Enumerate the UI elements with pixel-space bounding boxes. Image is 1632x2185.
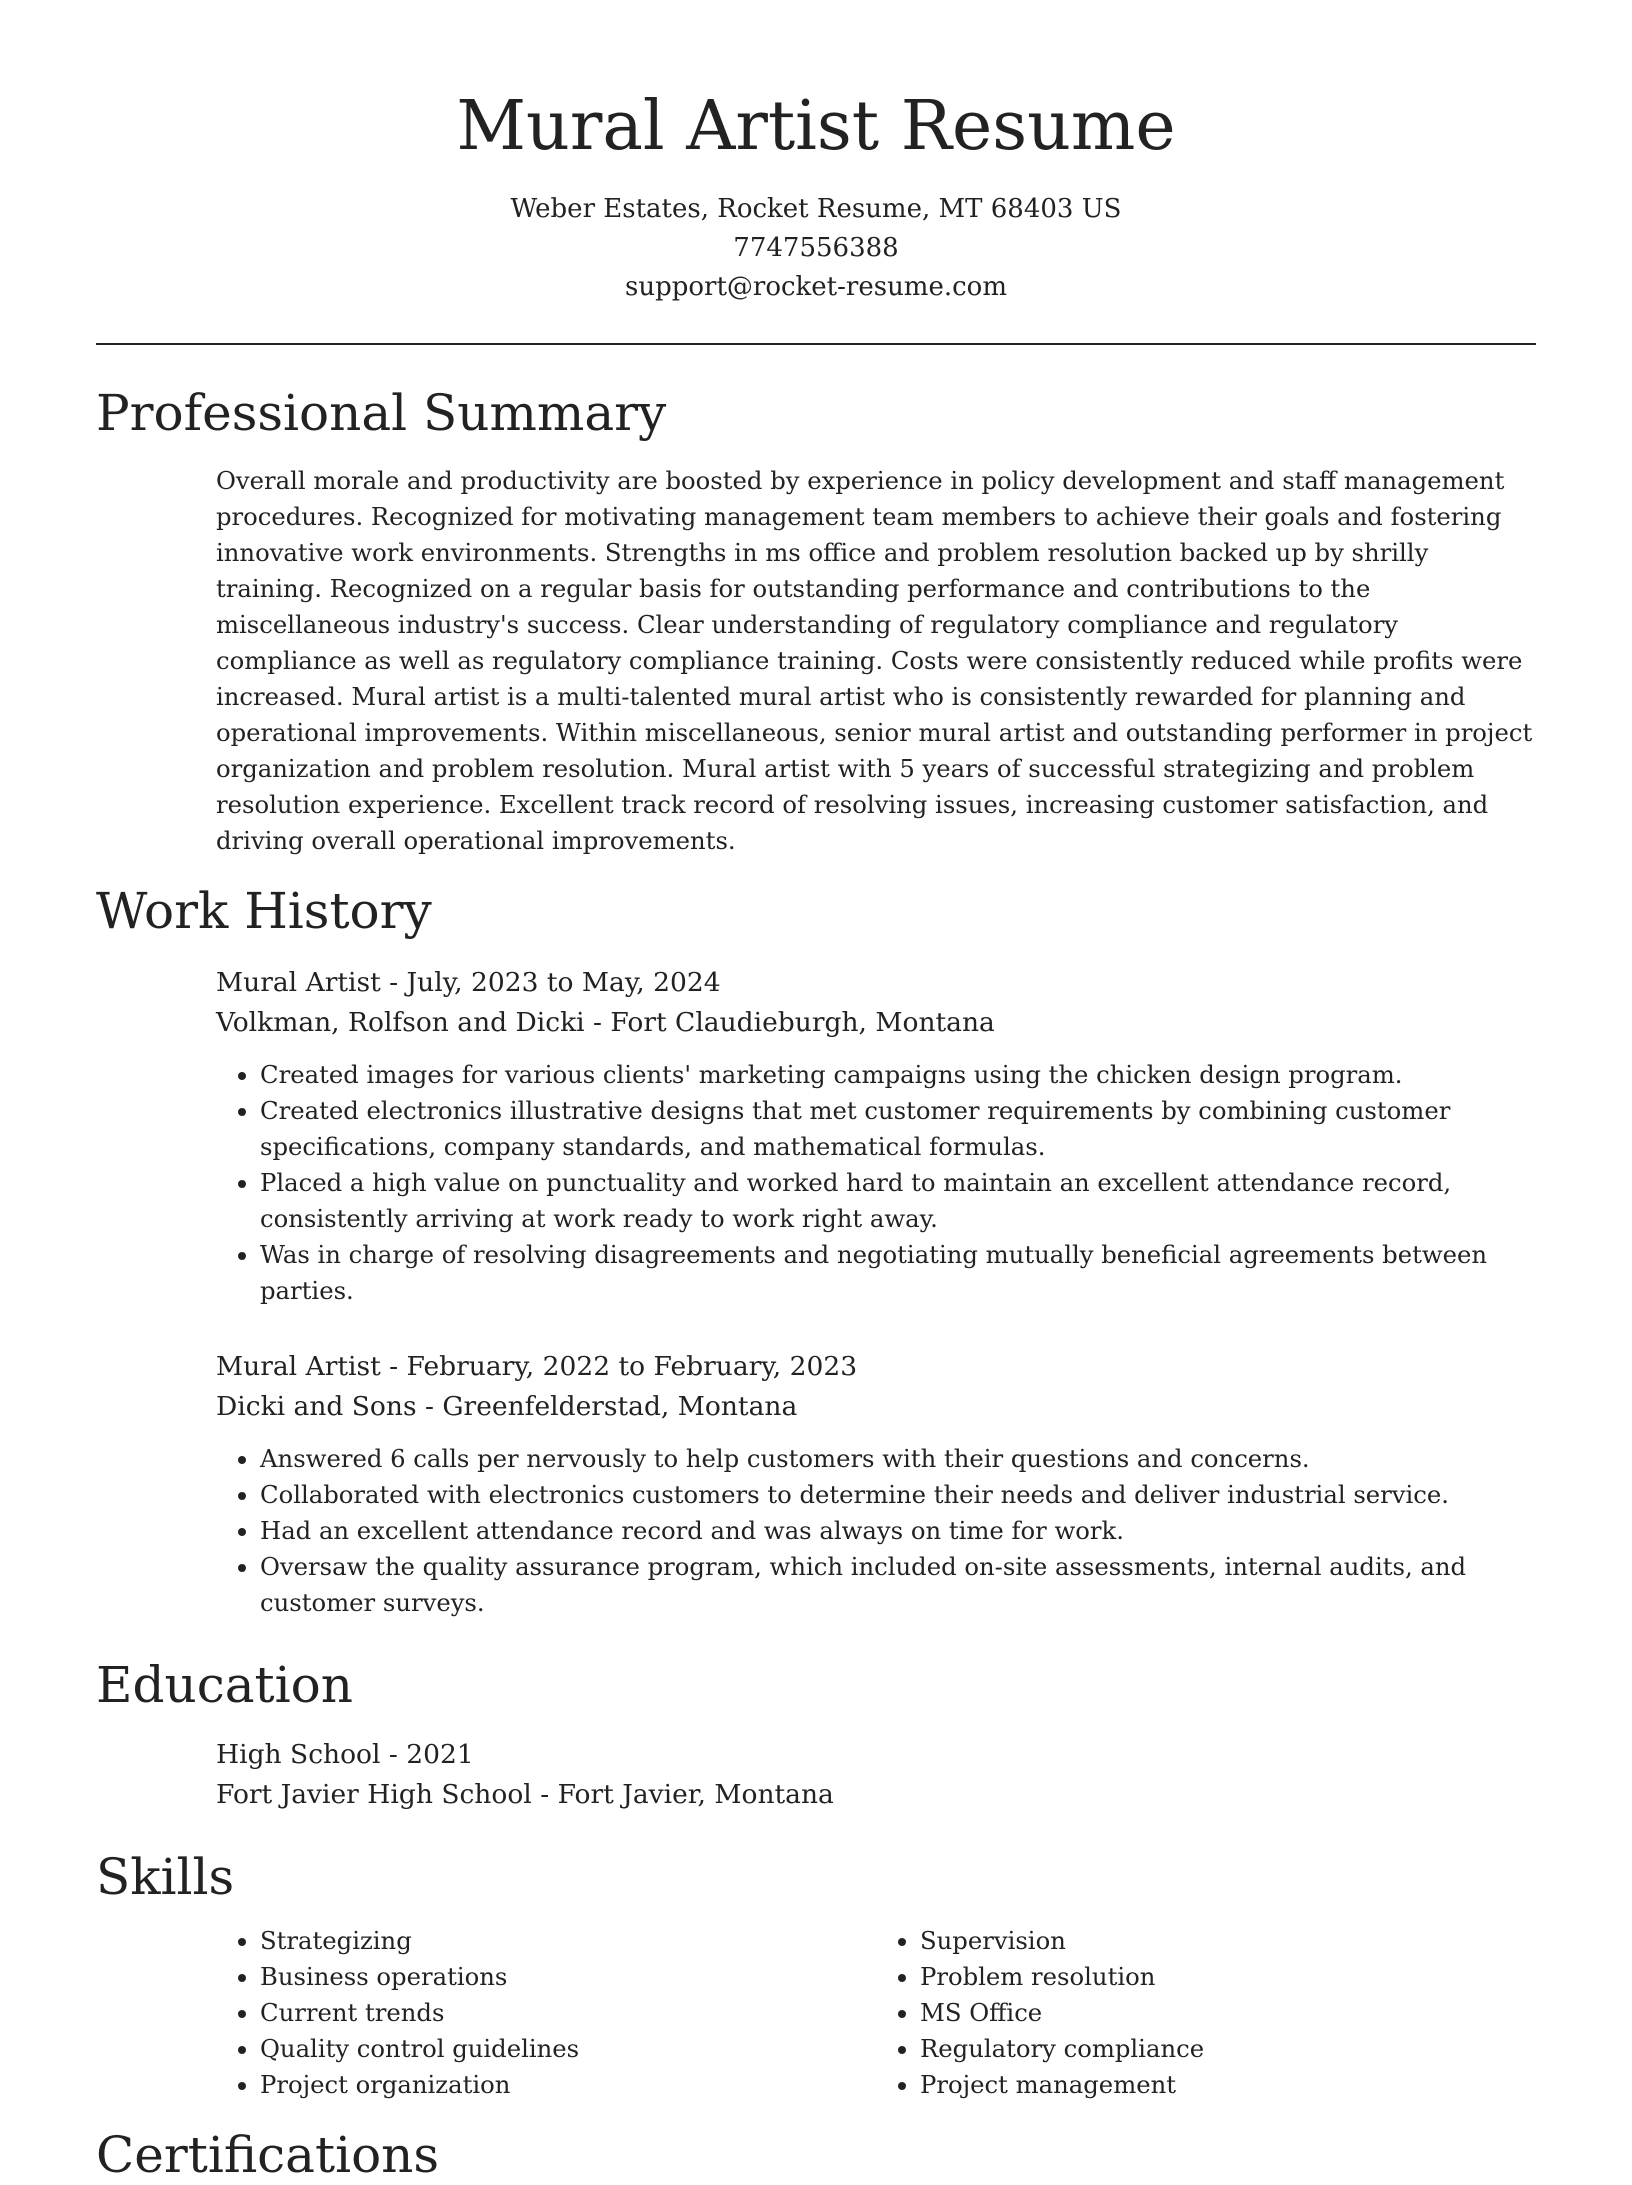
education-year: - 2021 xyxy=(380,1739,474,1770)
job-bullet: • Placed a high value on punctuality and worked hard to maintain an excellent attendance record, consistently arriving at work ready to work right away. xyxy=(260,1165,1536,1237)
education-entry xyxy=(216,1735,1536,1815)
job-title-line xyxy=(216,963,1536,1003)
job-bullet: • Collaborated with electronics customers to determine their needs and deliver industrial service. xyxy=(260,1477,1536,1513)
job-title-line xyxy=(216,1347,1536,1387)
skill-item: • Business operations xyxy=(260,1959,876,1995)
education-degree-line xyxy=(216,1735,1536,1775)
job-dates: - February, 2022 to February, 2023 xyxy=(380,1351,858,1382)
skills-list-left xyxy=(216,1923,876,2103)
education-school-line xyxy=(216,1775,1536,1815)
skill-item: • Supervision xyxy=(920,1923,1536,1959)
job-bullets xyxy=(216,1057,1536,1309)
skill-item: • Regulatory compliance xyxy=(920,2031,1536,2067)
job-bullets xyxy=(216,1441,1536,1621)
summary-text: Overall morale and productivity are boosted by experience in policy development and staff management procedures. Recognized for motivating management team members to achieve their goals and fostering innovative work environments. Strengths in ms office and problem resolution backed up by shrilly training. Recognized on a regular basis for outstanding performance and contributions to the miscellaneous industry's success. Clear understanding of regulatory compliance and regulatory compliance as well as regulatory compliance training. Costs were consistently reduced while profits were increased. Mural artist is a multi-talented mural artist who is consistently rewarded for planning and operational improvements. Within miscellaneous, senior mural artist and outstanding performer in project organization and problem resolution. Mural artist with 5 years of successful strategizing and problem resolution experience. Excellent track record of resolving issues, increasing customer satisfaction, and driving overall operational improvements. xyxy=(216,466,1533,855)
skills-heading: Skills xyxy=(96,1848,235,1906)
job-dates: - July, 2023 to May, 2024 xyxy=(380,967,721,998)
job-bullet: • Was in charge of resolving disagreements and negotiating mutually beneficial agreements between parties. xyxy=(260,1237,1536,1309)
job-location: - Greenfelderstad, Montana xyxy=(416,1391,798,1422)
skill-item: • Problem resolution xyxy=(920,1959,1536,1995)
job-bullet: • Created electronics illustrative designs that met customer requirements by combining customer specifications, company standards, and mathematical formulas. xyxy=(260,1093,1536,1165)
contact-phone: 7747556388 xyxy=(733,233,899,263)
job-title: Mural Artist xyxy=(216,967,381,998)
job-entry xyxy=(216,1347,1536,1621)
job-bullet: • Had an excellent attendance record and was always on time for work. xyxy=(260,1513,1536,1549)
skills-columns xyxy=(216,1923,1536,2103)
contact-block xyxy=(96,190,1536,307)
job-company: Volkman, Rolfson and Dicki xyxy=(216,1007,585,1038)
resume-page xyxy=(96,0,1536,2185)
job-company-line xyxy=(216,1003,1536,1043)
skill-item: • MS Office xyxy=(920,1995,1536,2031)
education-degree: High School xyxy=(216,1739,381,1770)
job-company: Dicki and Sons xyxy=(216,1391,417,1422)
skill-item: • Current trends xyxy=(260,1995,876,2031)
skill-item: • Project organization xyxy=(260,2067,876,2103)
job-bullet: • Answered 6 calls per nervously to help customers with their questions and concerns. xyxy=(260,1441,1536,1477)
education-location: - Fort Javier, Montana xyxy=(531,1779,834,1810)
certifications-heading: Certifications xyxy=(96,2126,440,2184)
summary-heading: Professional Summary xyxy=(96,384,667,442)
resume-title: Mural Artist Resume xyxy=(456,87,1176,166)
education-heading: Education xyxy=(96,1656,353,1714)
skill-item: • Quality control guidelines xyxy=(260,2031,876,2067)
skill-item: • Project management xyxy=(920,2067,1536,2103)
job-location: - Fort Claudieburgh, Montana xyxy=(584,1007,995,1038)
header-divider xyxy=(96,343,1536,345)
job-entry xyxy=(216,963,1536,1309)
job-bullet: • Oversaw the quality assurance program, which included on-site assessments, internal audits, and customer surveys. xyxy=(260,1549,1536,1621)
job-company-line xyxy=(216,1387,1536,1427)
work-history-heading: Work History xyxy=(96,882,432,940)
education-school: Fort Javier High School xyxy=(216,1779,532,1810)
skills-list-right xyxy=(876,1923,1536,2103)
contact-address: Weber Estates, Rocket Resume, MT 68403 US xyxy=(510,194,1122,224)
job-bullet: • Created images for various clients' marketing campaigns using the chicken design program. xyxy=(260,1057,1536,1093)
skill-item: • Strategizing xyxy=(260,1923,876,1959)
contact-email: support@rocket-resume.com xyxy=(624,272,1007,302)
job-title: Mural Artist xyxy=(216,1351,381,1382)
